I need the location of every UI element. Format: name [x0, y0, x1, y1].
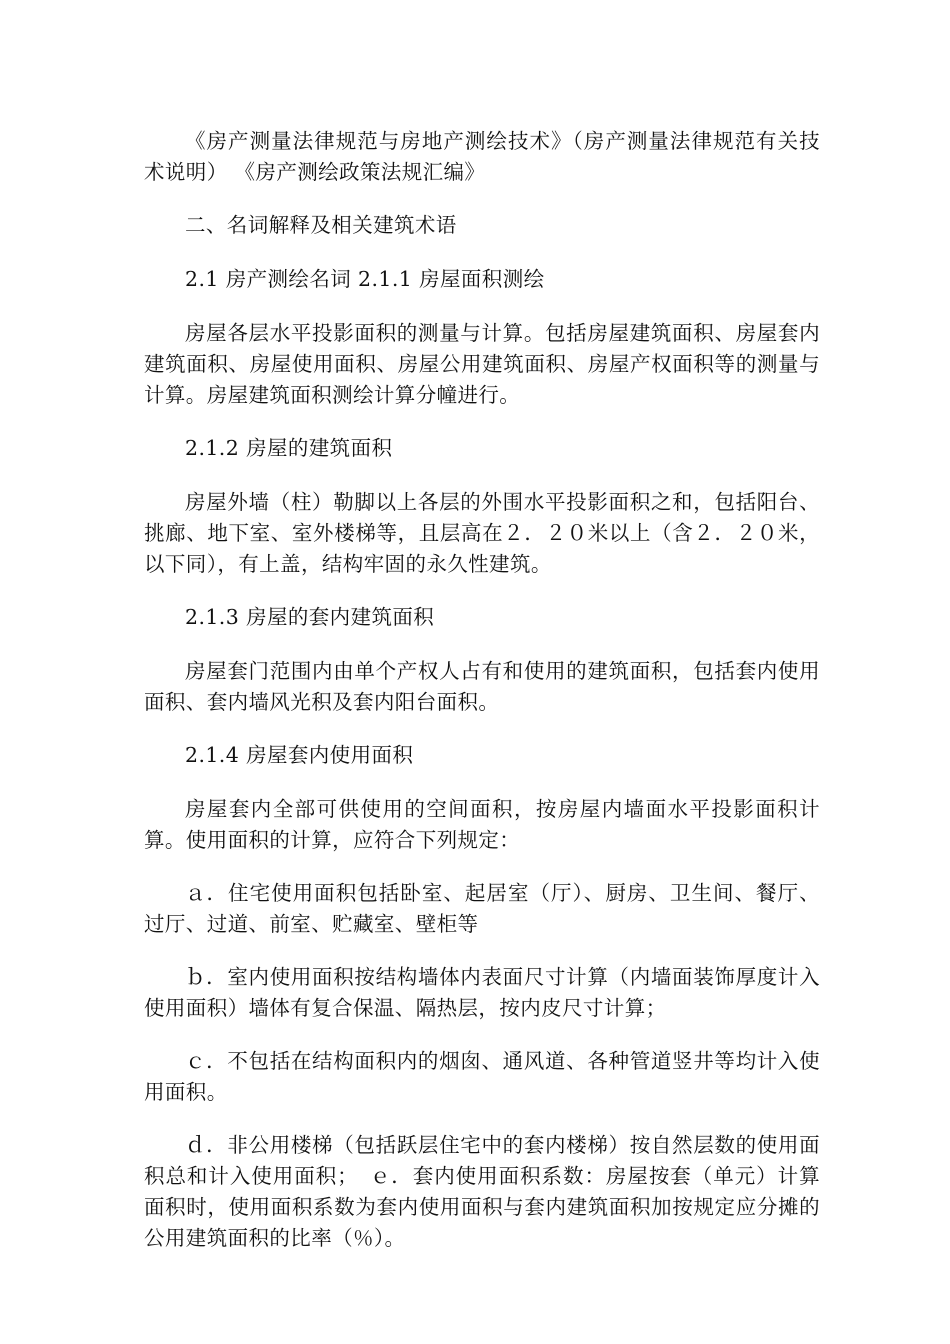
list-item: ｄ．非公用楼梯（包括跃层住宅中的套内楼梯）按自然层数的使用面积总和计入使用面积； ｅ．套内使用面积系数：房屋按套（单元）计算面积时，使用面积系数为套内使用面积与套内建筑面积加按规定应分摊的公用建筑面积的比率（％）。 — [144, 1133, 820, 1250]
body-paragraph: 房屋套内全部可供使用的空间面积，按房屋内墙面水平投影面积计算。使用面积的计算，应符合下列规定： — [144, 797, 820, 852]
body-paragraph: 房屋各层水平投影面积的测量与计算。包括房屋建筑面积、房屋套内建筑面积、房屋使用面积、房屋公用建筑面积、房屋产权面积等的测量与计算。房屋建筑面积测绘计算分幢进行。 — [144, 321, 820, 407]
subsection-heading: 2.1.2 房屋的建筑面积 — [185, 436, 393, 460]
list-item: ｂ．室内使用面积按结构墙体内表面尺寸计算（内墙面装饰厚度计入使用面积）墙体有复合保温、隔热层，按内皮尺寸计算； — [144, 965, 820, 1020]
body-paragraph: 房屋套门范围内由单个产权人占有和使用的建筑面积，包括套内使用面积、套内墙风光积及套内阳台面积。 — [144, 659, 820, 714]
subsection-heading: 2.1 房产测绘名词 2.1.1 房屋面积测绘 — [185, 267, 545, 291]
document-body — [144, 126, 820, 1276]
list-item: ｃ．不包括在结构面积内的烟囱、通风道、各种管道竖井等均计入使用面积。 — [144, 1049, 820, 1104]
body-paragraph: 房屋外墙（柱）勒脚以上各层的外围水平投影面积之和，包括阳台、挑廊、地下室、室外楼梯等，且层高在２．２０米以上（含２．２０米，以下同），有上盖，结构牢固的永久性建筑。 — [144, 490, 820, 576]
section-heading: 二、名词解释及相关建筑术语 — [185, 213, 457, 237]
subsection-heading: 2.1.3 房屋的套内建筑面积 — [185, 605, 435, 629]
subsection-heading: 2.1.4 房屋套内使用面积 — [185, 743, 414, 767]
list-item: ａ．住宅使用面积包括卧室、起居室（厅）、厨房、卫生间、餐厅、过厅、过道、前室、贮藏室、壁柜等 — [144, 881, 820, 936]
reference-paragraph: 《房产测量法律规范与房地产测绘技术》（房产测量法律规范有关技术说明） 《房产测绘政策法规汇编》 — [144, 129, 820, 184]
